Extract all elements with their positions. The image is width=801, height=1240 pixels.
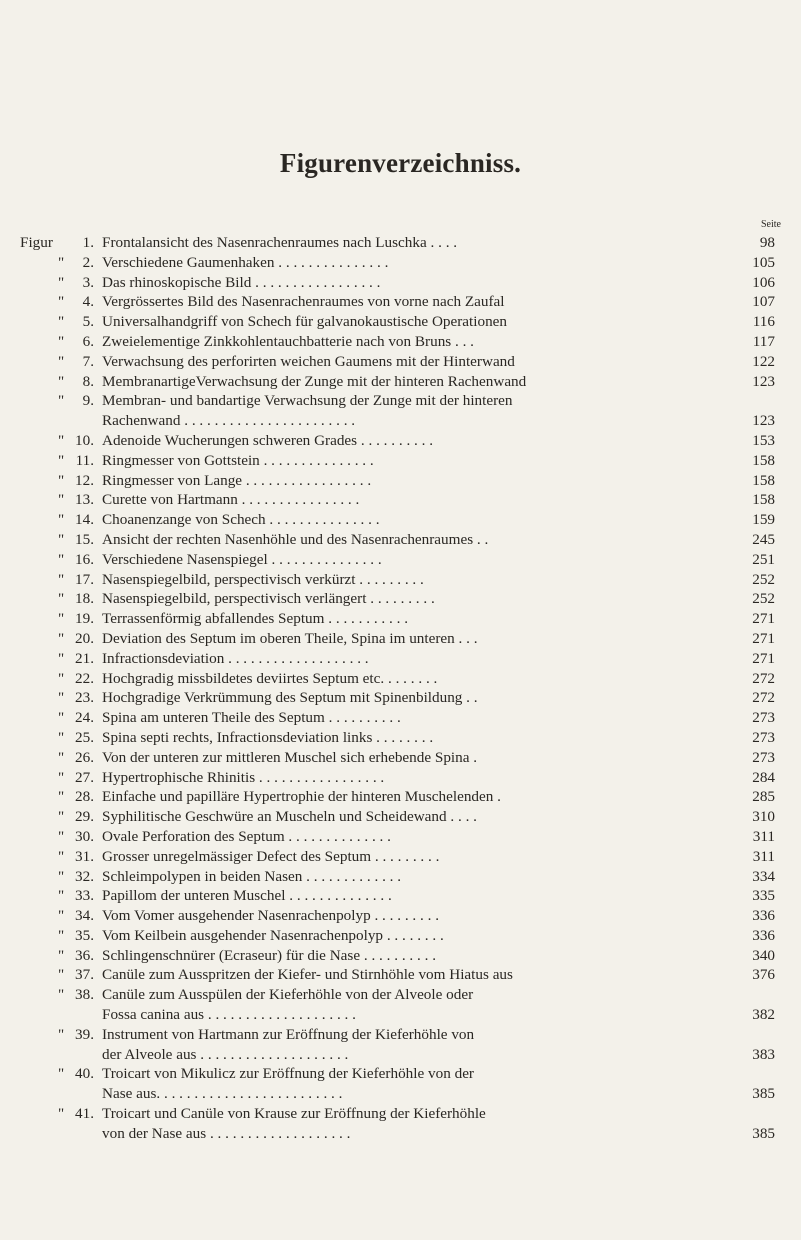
figure-prefix: " xyxy=(58,332,65,350)
figure-number: 2. xyxy=(82,253,94,271)
figure-number: 8. xyxy=(82,372,94,390)
figure-list-item xyxy=(0,748,801,768)
figure-list-item xyxy=(0,946,801,966)
figure-page-number: 252 xyxy=(752,590,775,608)
figure-list-item xyxy=(0,926,801,946)
figure-caption: Verwachsung des perforirten weichen Gaumens mit der Hinterwand xyxy=(102,352,515,370)
figure-prefix: " xyxy=(58,293,65,311)
figure-list-item xyxy=(0,728,801,748)
figure-caption: Einfache und papilläre Hypertrophie der hinteren Muschelenden . xyxy=(102,788,501,806)
figure-list-item xyxy=(0,253,801,273)
figure-number: 23. xyxy=(75,689,94,707)
figure-list-item xyxy=(0,391,801,431)
figure-prefix: " xyxy=(58,1065,65,1083)
figure-page-number: 153 xyxy=(752,431,775,449)
figure-caption: Das rhinoskopische Bild . . . . . . . . . . . . . . . . . xyxy=(102,273,381,291)
figure-list-item xyxy=(0,807,801,827)
figure-page-number: 271 xyxy=(752,629,775,647)
figure-list-item xyxy=(0,965,801,985)
figure-number: 24. xyxy=(75,709,94,727)
figure-caption: Universalhandgriff von Schech für galvanokaustische Operationen xyxy=(102,313,508,331)
figure-prefix: " xyxy=(58,610,65,628)
figure-prefix: " xyxy=(58,728,65,746)
figure-page-number: 158 xyxy=(752,491,775,509)
figure-page-number: 123 xyxy=(752,372,775,390)
figure-number: 17. xyxy=(75,570,94,588)
figure-page-number: 385 xyxy=(752,1124,775,1142)
figure-page-number: 284 xyxy=(752,768,775,786)
figure-page-number: 336 xyxy=(752,907,775,925)
figure-caption: Schlingenschnürer (Ecraseur) für die Nase . . . . . . . . . . xyxy=(102,946,437,964)
figure-prefix: " xyxy=(58,788,65,806)
figure-caption: Deviation des Septum im oberen Theile, Spina im unteren . . . xyxy=(102,629,478,647)
figure-prefix: " xyxy=(58,768,65,786)
figure-prefix: " xyxy=(58,570,65,588)
figure-number: 4. xyxy=(82,293,94,311)
figure-prefix: " xyxy=(58,847,65,865)
figure-caption: MembranartigeVerwachsung der Zunge mit der hinteren Rachenwand xyxy=(102,372,527,390)
figure-list-item xyxy=(0,768,801,788)
figure-prefix: " xyxy=(58,471,65,489)
figure-prefix: " xyxy=(58,313,65,331)
figure-number: 12. xyxy=(75,471,94,489)
figure-list-item xyxy=(0,233,801,253)
figure-page-number: 98 xyxy=(759,234,775,251)
figure-caption: Vom Vomer ausgehender Nasenrachenpolyp . . . . . . . . . xyxy=(102,907,440,925)
figure-list-item xyxy=(0,451,801,471)
figure-prefix: " xyxy=(58,253,65,271)
figure-number: 14. xyxy=(75,511,94,529)
figure-caption: Infractionsdeviation . . . . . . . . . . . . . . . . . . . xyxy=(102,649,369,667)
figure-caption: Nasenspiegelbild, perspectivisch verlängert . . . . . . . . . xyxy=(102,590,435,608)
figure-number: 39. xyxy=(75,1025,94,1043)
figure-list-item xyxy=(0,708,801,728)
figure-list-item xyxy=(0,649,801,669)
figure-caption: Von der unteren zur mittleren Muschel sich erhebende Spina . xyxy=(102,748,478,766)
figure-prefix: " xyxy=(58,530,65,548)
figure-page-number: 271 xyxy=(752,610,775,628)
figure-list-item xyxy=(0,530,801,550)
figure-page-number: 335 xyxy=(752,887,775,905)
figure-prefix: " xyxy=(58,491,65,509)
figure-prefix: " xyxy=(58,986,65,1004)
figure-prefix: " xyxy=(58,451,65,469)
figure-caption: Hochgradige Verkrümmung des Septum mit Spinenbildung . . xyxy=(102,689,478,707)
figure-prefix: " xyxy=(58,926,65,944)
figure-caption: Hochgradig missbildetes deviirtes Septum etc. . . . . . . . xyxy=(102,669,438,687)
figure-number: 35. xyxy=(75,926,94,944)
figure-caption: Adenoide Wucherungen schweren Grades . . . . . . . . . . xyxy=(102,431,434,449)
figure-prefix: " xyxy=(58,273,65,291)
figure-caption: Vom Keilbein ausgehender Nasenrachenpolyp . . . . . . . . xyxy=(102,926,444,944)
figure-list xyxy=(0,233,801,1144)
figure-caption: Papillom der unteren Muschel . . . . . . . . . . . . . . xyxy=(102,887,392,905)
figure-page-number: 116 xyxy=(752,313,775,331)
figure-prefix: " xyxy=(58,887,65,905)
figure-prefix: " xyxy=(58,511,65,529)
figure-list-item xyxy=(0,1104,801,1144)
figure-number: 20. xyxy=(75,629,94,647)
figure-page-number: 382 xyxy=(752,1006,775,1024)
figure-number: 22. xyxy=(75,669,94,687)
figure-page-number: 245 xyxy=(752,530,775,548)
figure-number: 11. xyxy=(75,451,94,469)
figure-number: 29. xyxy=(75,808,94,826)
figure-caption-continued: der Alveole aus . . . . . . . . . . . . . . . . . . . . xyxy=(102,1045,349,1063)
figure-list-item xyxy=(0,1025,801,1065)
figure-caption: Instrument von Hartmann zur Eröffnung der Kieferhöhle von xyxy=(102,1025,475,1043)
figure-number: 27. xyxy=(75,768,94,786)
figure-page-number: 385 xyxy=(752,1085,775,1103)
figure-number: 9. xyxy=(82,392,94,410)
figure-number: 19. xyxy=(75,610,94,628)
figure-caption: Verschiedene Nasenspiegel . . . . . . . . . . . . . . . xyxy=(102,550,382,568)
figure-page-number: 383 xyxy=(752,1045,775,1063)
figure-prefix: " xyxy=(58,372,65,390)
figure-list-item xyxy=(0,1064,801,1104)
figure-number: 5. xyxy=(82,313,94,331)
figure-list-item xyxy=(0,609,801,629)
figure-list-item xyxy=(0,372,801,392)
figure-caption: Spina septi rechts, Infractionsdeviation links . . . . . . . . xyxy=(102,728,434,746)
figure-list-item xyxy=(0,431,801,451)
figure-number: 15. xyxy=(75,530,94,548)
figure-number: 10. xyxy=(75,431,94,449)
figure-list-item xyxy=(0,688,801,708)
figure-prefix: " xyxy=(58,352,65,370)
figure-caption: Hypertrophische Rhinitis . . . . . . . . . . . . . . . . . xyxy=(102,768,385,786)
figure-list-item xyxy=(0,490,801,510)
figure-number: 37. xyxy=(75,966,94,984)
figure-caption: Membran- und bandartige Verwachsung der Zunge mit der hinteren xyxy=(102,392,513,410)
figure-prefix: " xyxy=(58,669,65,687)
figure-caption: Ringmesser von Lange . . . . . . . . . . . . . . . . . xyxy=(102,471,372,489)
figure-list-item xyxy=(0,312,801,332)
figure-prefix: " xyxy=(58,392,65,410)
seite-column-label: Seite xyxy=(761,219,781,230)
figure-caption: Verschiedene Gaumenhaken . . . . . . . . . . . . . . . xyxy=(102,253,389,271)
figure-caption: Syphilitische Geschwüre an Muscheln und Scheidewand . . . . xyxy=(102,808,477,826)
figure-number: 30. xyxy=(75,827,94,845)
figure-caption: Vergrössertes Bild des Nasenrachenraumes von vorne nach Zaufal xyxy=(102,293,505,311)
figure-list-item xyxy=(0,570,801,590)
figure-caption: Terrassenförmig abfallendes Septum . . . . . . . . . . . xyxy=(102,610,408,628)
figure-caption: Spina am unteren Theile des Septum . . . . . . . . . . xyxy=(102,709,401,727)
figure-page-number: 105 xyxy=(752,253,775,271)
figure-page-number: 271 xyxy=(752,649,775,667)
figure-number: 13. xyxy=(75,491,94,509)
figure-page-number: 159 xyxy=(752,511,775,529)
figure-prefix: " xyxy=(58,590,65,608)
figure-page-number: 252 xyxy=(752,570,775,588)
figure-page-number: 273 xyxy=(752,748,775,766)
figure-number: 33. xyxy=(75,887,94,905)
figure-number: 21. xyxy=(75,649,94,667)
figure-page-number: 273 xyxy=(752,709,775,727)
figure-number: 40. xyxy=(75,1065,94,1083)
figure-page-number: 272 xyxy=(752,669,775,687)
figure-prefix: Figur xyxy=(20,234,53,251)
figure-page-number: 376 xyxy=(752,966,775,984)
figure-caption: Zweielementige Zinkkohlentauchbatterie nach von Bruns . . . xyxy=(102,332,474,350)
figure-prefix: " xyxy=(58,689,65,707)
figure-caption-continued: Nase aus. . . . . . . . . . . . . . . . . . . . . . . . . xyxy=(102,1085,343,1103)
page-title: Figurenverzeichniss. xyxy=(279,148,522,178)
figure-caption: Ansicht der rechten Nasenhöhle und des Nasenrachenraumes . . xyxy=(102,530,489,548)
figure-number: 41. xyxy=(75,1105,94,1123)
figure-number: 6. xyxy=(82,332,94,350)
figure-list-item xyxy=(0,629,801,649)
figure-caption: Curette von Hartmann . . . . . . . . . . . . . . . . xyxy=(102,491,360,509)
figure-list-item xyxy=(0,273,801,293)
figure-list-item xyxy=(0,332,801,352)
figure-number: 34. xyxy=(75,907,94,925)
figure-page-number: 334 xyxy=(752,867,775,885)
figure-caption-continued: Fossa canina aus . . . . . . . . . . . . . . . . . . . . xyxy=(102,1006,356,1024)
figure-list-item xyxy=(0,292,801,312)
figure-number: 38. xyxy=(75,986,94,1004)
figure-prefix: " xyxy=(58,431,65,449)
figure-caption: Troicart und Canüle von Krause zur Eröffnung der Kieferhöhle xyxy=(102,1105,486,1123)
figure-list-item xyxy=(0,787,801,807)
figure-caption: Frontalansicht des Nasenrachenraumes nach Luschka . . . . xyxy=(102,234,458,251)
figure-list-item xyxy=(0,471,801,491)
figure-caption: Ringmesser von Gottstein . . . . . . . . . . . . . . . xyxy=(102,451,374,469)
figure-list-item xyxy=(0,985,801,1025)
figure-prefix: " xyxy=(58,550,65,568)
figure-list-item xyxy=(0,847,801,867)
figure-list-item xyxy=(0,669,801,689)
figure-prefix: " xyxy=(58,867,65,885)
figure-caption-continued: Rachenwand . . . . . . . . . . . . . . . . . . . . . . . xyxy=(102,412,356,430)
figure-page-number: 251 xyxy=(752,550,775,568)
figure-page-number: 336 xyxy=(752,926,775,944)
figure-page-number: 273 xyxy=(752,728,775,746)
figure-caption-continued: von der Nase aus . . . . . . . . . . . . . . . . . . . xyxy=(102,1124,351,1142)
figure-caption: Ovale Perforation des Septum . . . . . . . . . . . . . . xyxy=(102,827,391,845)
figure-number: 26. xyxy=(75,748,94,766)
figure-list-item xyxy=(0,867,801,887)
figure-number: 18. xyxy=(75,590,94,608)
figure-list-item xyxy=(0,906,801,926)
figure-caption: Schleimpolypen in beiden Nasen . . . . . . . . . . . . . xyxy=(102,867,402,885)
figure-number: 25. xyxy=(75,728,94,746)
figure-list-item xyxy=(0,827,801,847)
figure-list-item xyxy=(0,510,801,530)
figure-caption: Canüle zum Ausspülen der Kieferhöhle von der Alveole oder xyxy=(102,986,474,1004)
figure-list-item xyxy=(0,352,801,372)
figure-page-number: 311 xyxy=(752,847,775,865)
figure-page-number: 272 xyxy=(752,689,775,707)
figure-page-number: 123 xyxy=(752,412,775,430)
figure-page-number: 158 xyxy=(752,471,775,489)
figure-prefix: " xyxy=(58,649,65,667)
figure-list-item xyxy=(0,589,801,609)
figure-page-number: 158 xyxy=(752,451,775,469)
figure-caption: Canüle zum Ausspritzen der Kiefer- und Stirnhöhle vom Hiatus aus xyxy=(102,966,513,984)
figure-prefix: " xyxy=(58,827,65,845)
figure-number: 31. xyxy=(75,847,94,865)
figure-number: 3. xyxy=(82,273,94,291)
figure-page-number: 285 xyxy=(752,788,775,806)
figure-caption: Grosser unregelmässiger Defect des Septum . . . . . . . . . xyxy=(102,847,440,865)
figure-number: 36. xyxy=(75,946,94,964)
figure-prefix: " xyxy=(58,907,65,925)
figure-prefix: " xyxy=(58,748,65,766)
figure-prefix: " xyxy=(58,946,65,964)
figure-prefix: " xyxy=(58,629,65,647)
figure-list-item xyxy=(0,886,801,906)
figure-page-number: 106 xyxy=(752,273,775,291)
figure-number: 7. xyxy=(82,352,94,370)
figure-page-number: 340 xyxy=(752,946,775,964)
figure-page-number: 311 xyxy=(752,827,775,845)
figure-number: 1. xyxy=(82,234,94,251)
figure-prefix: " xyxy=(58,966,65,984)
figure-list-item xyxy=(0,550,801,570)
figure-prefix: " xyxy=(58,1025,65,1043)
figure-prefix: " xyxy=(58,808,65,826)
figure-number: 28. xyxy=(75,788,94,806)
figure-caption: Nasenspiegelbild, perspectivisch verkürzt . . . . . . . . . xyxy=(102,570,424,588)
figure-page-number: 310 xyxy=(752,808,775,826)
figure-page-number: 122 xyxy=(752,352,775,370)
figure-number: 32. xyxy=(75,867,94,885)
figure-prefix: " xyxy=(58,709,65,727)
figure-number: 16. xyxy=(75,550,94,568)
figure-page-number: 117 xyxy=(752,332,775,350)
figure-prefix: " xyxy=(58,1105,65,1123)
figure-page-number: 107 xyxy=(752,293,775,311)
figure-caption: Choanenzange von Schech . . . . . . . . . . . . . . . xyxy=(102,511,380,529)
figure-caption: Troicart von Mikulicz zur Eröffnung der Kieferhöhle von der xyxy=(102,1065,474,1083)
